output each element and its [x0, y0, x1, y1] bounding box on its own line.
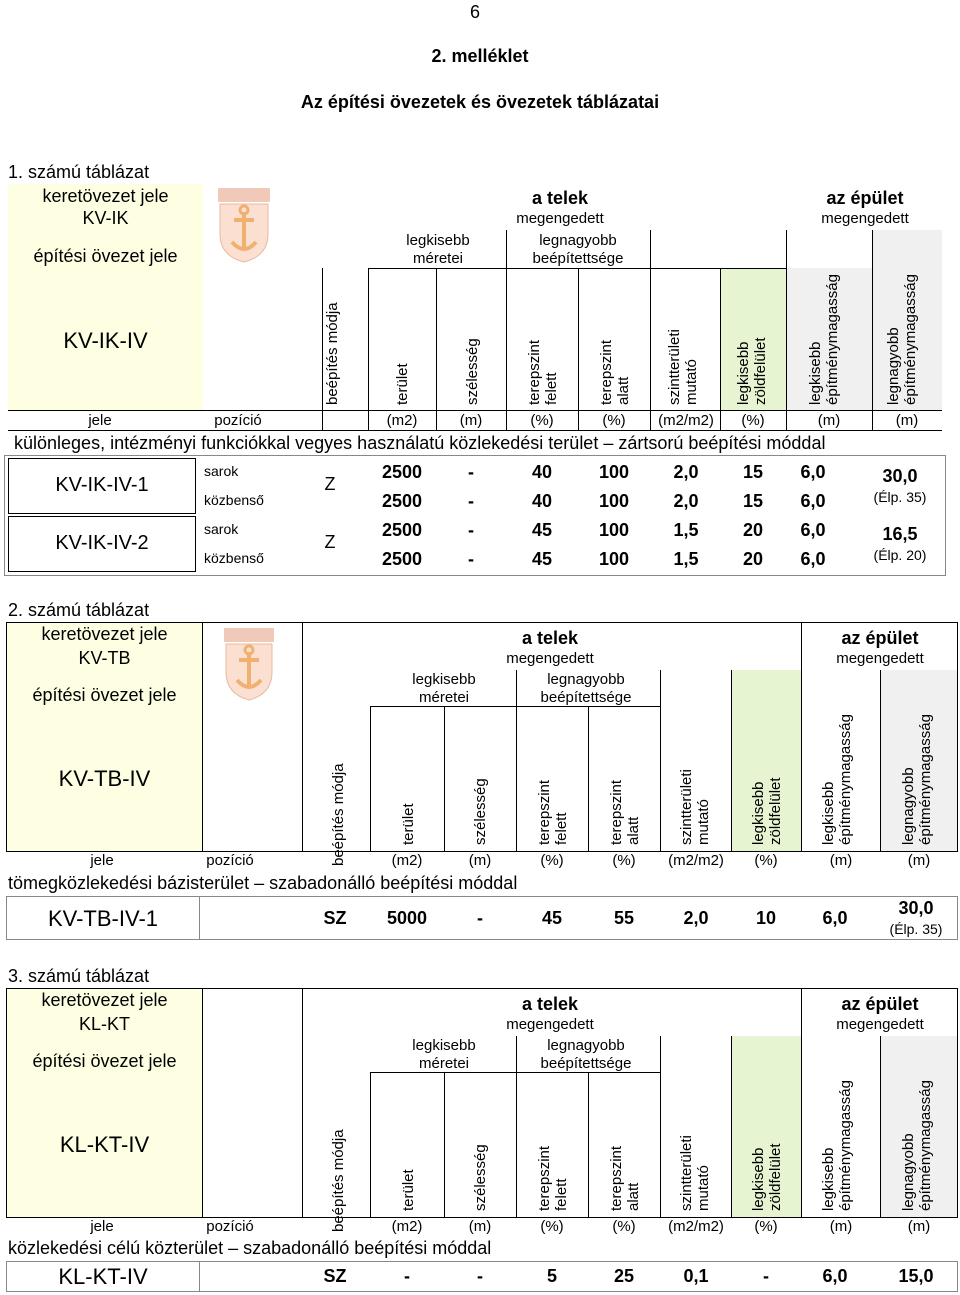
- table1-az-epulet: az épület: [826, 188, 904, 208]
- table1-a-telek: a telek: [531, 188, 589, 208]
- table1-epitesi-label: építési övezet jele: [33, 246, 178, 266]
- table2-category: tömegközlekedési bázisterület – szabadonálló beépítési móddal: [8, 873, 518, 893]
- table2-caption: 2. számú táblázat: [8, 600, 150, 620]
- table1-keretovezet-label: keretövezet jele: [42, 186, 169, 206]
- table3-epitesi-code: KL-KT-IV: [59, 1132, 150, 1157]
- table3-keretovezet-code: KL-KT: [78, 1014, 130, 1034]
- table1-caption: 1. számú táblázat: [8, 162, 150, 182]
- appendix-title: 2. melléklet: [431, 46, 529, 66]
- table3-category: közlekedési célú közterület – szabadonálló beépítési móddal: [8, 1238, 492, 1258]
- row-code: KV-IK-IV-2: [55, 532, 149, 554]
- table2-epitesi-code: KV-TB-IV: [58, 766, 151, 791]
- row-code: KL-KT-IV: [58, 1264, 148, 1289]
- table1-category: különleges, intézményi funkciókkal vegyes használatú közlekedési terület – zártsorú beépítési móddal: [14, 433, 826, 453]
- table3-caption: 3. számú táblázat: [8, 966, 150, 986]
- page-number: 6: [469, 2, 480, 22]
- row-code: KV-TB-IV-1: [47, 906, 159, 931]
- coat-of-arms-logo: [220, 626, 278, 702]
- page-subtitle: Az építési övezetek és övezetek táblázatai: [300, 92, 660, 112]
- coat-of-arms-logo: [214, 186, 274, 264]
- table1-keretovezet-code: KV-IK: [82, 208, 129, 228]
- row-code: KV-IK-IV-1: [55, 474, 149, 496]
- table2-keretovezet-code: KV-TB: [78, 648, 131, 668]
- table1-epitesi-code: KV-IK-IV: [63, 328, 148, 353]
